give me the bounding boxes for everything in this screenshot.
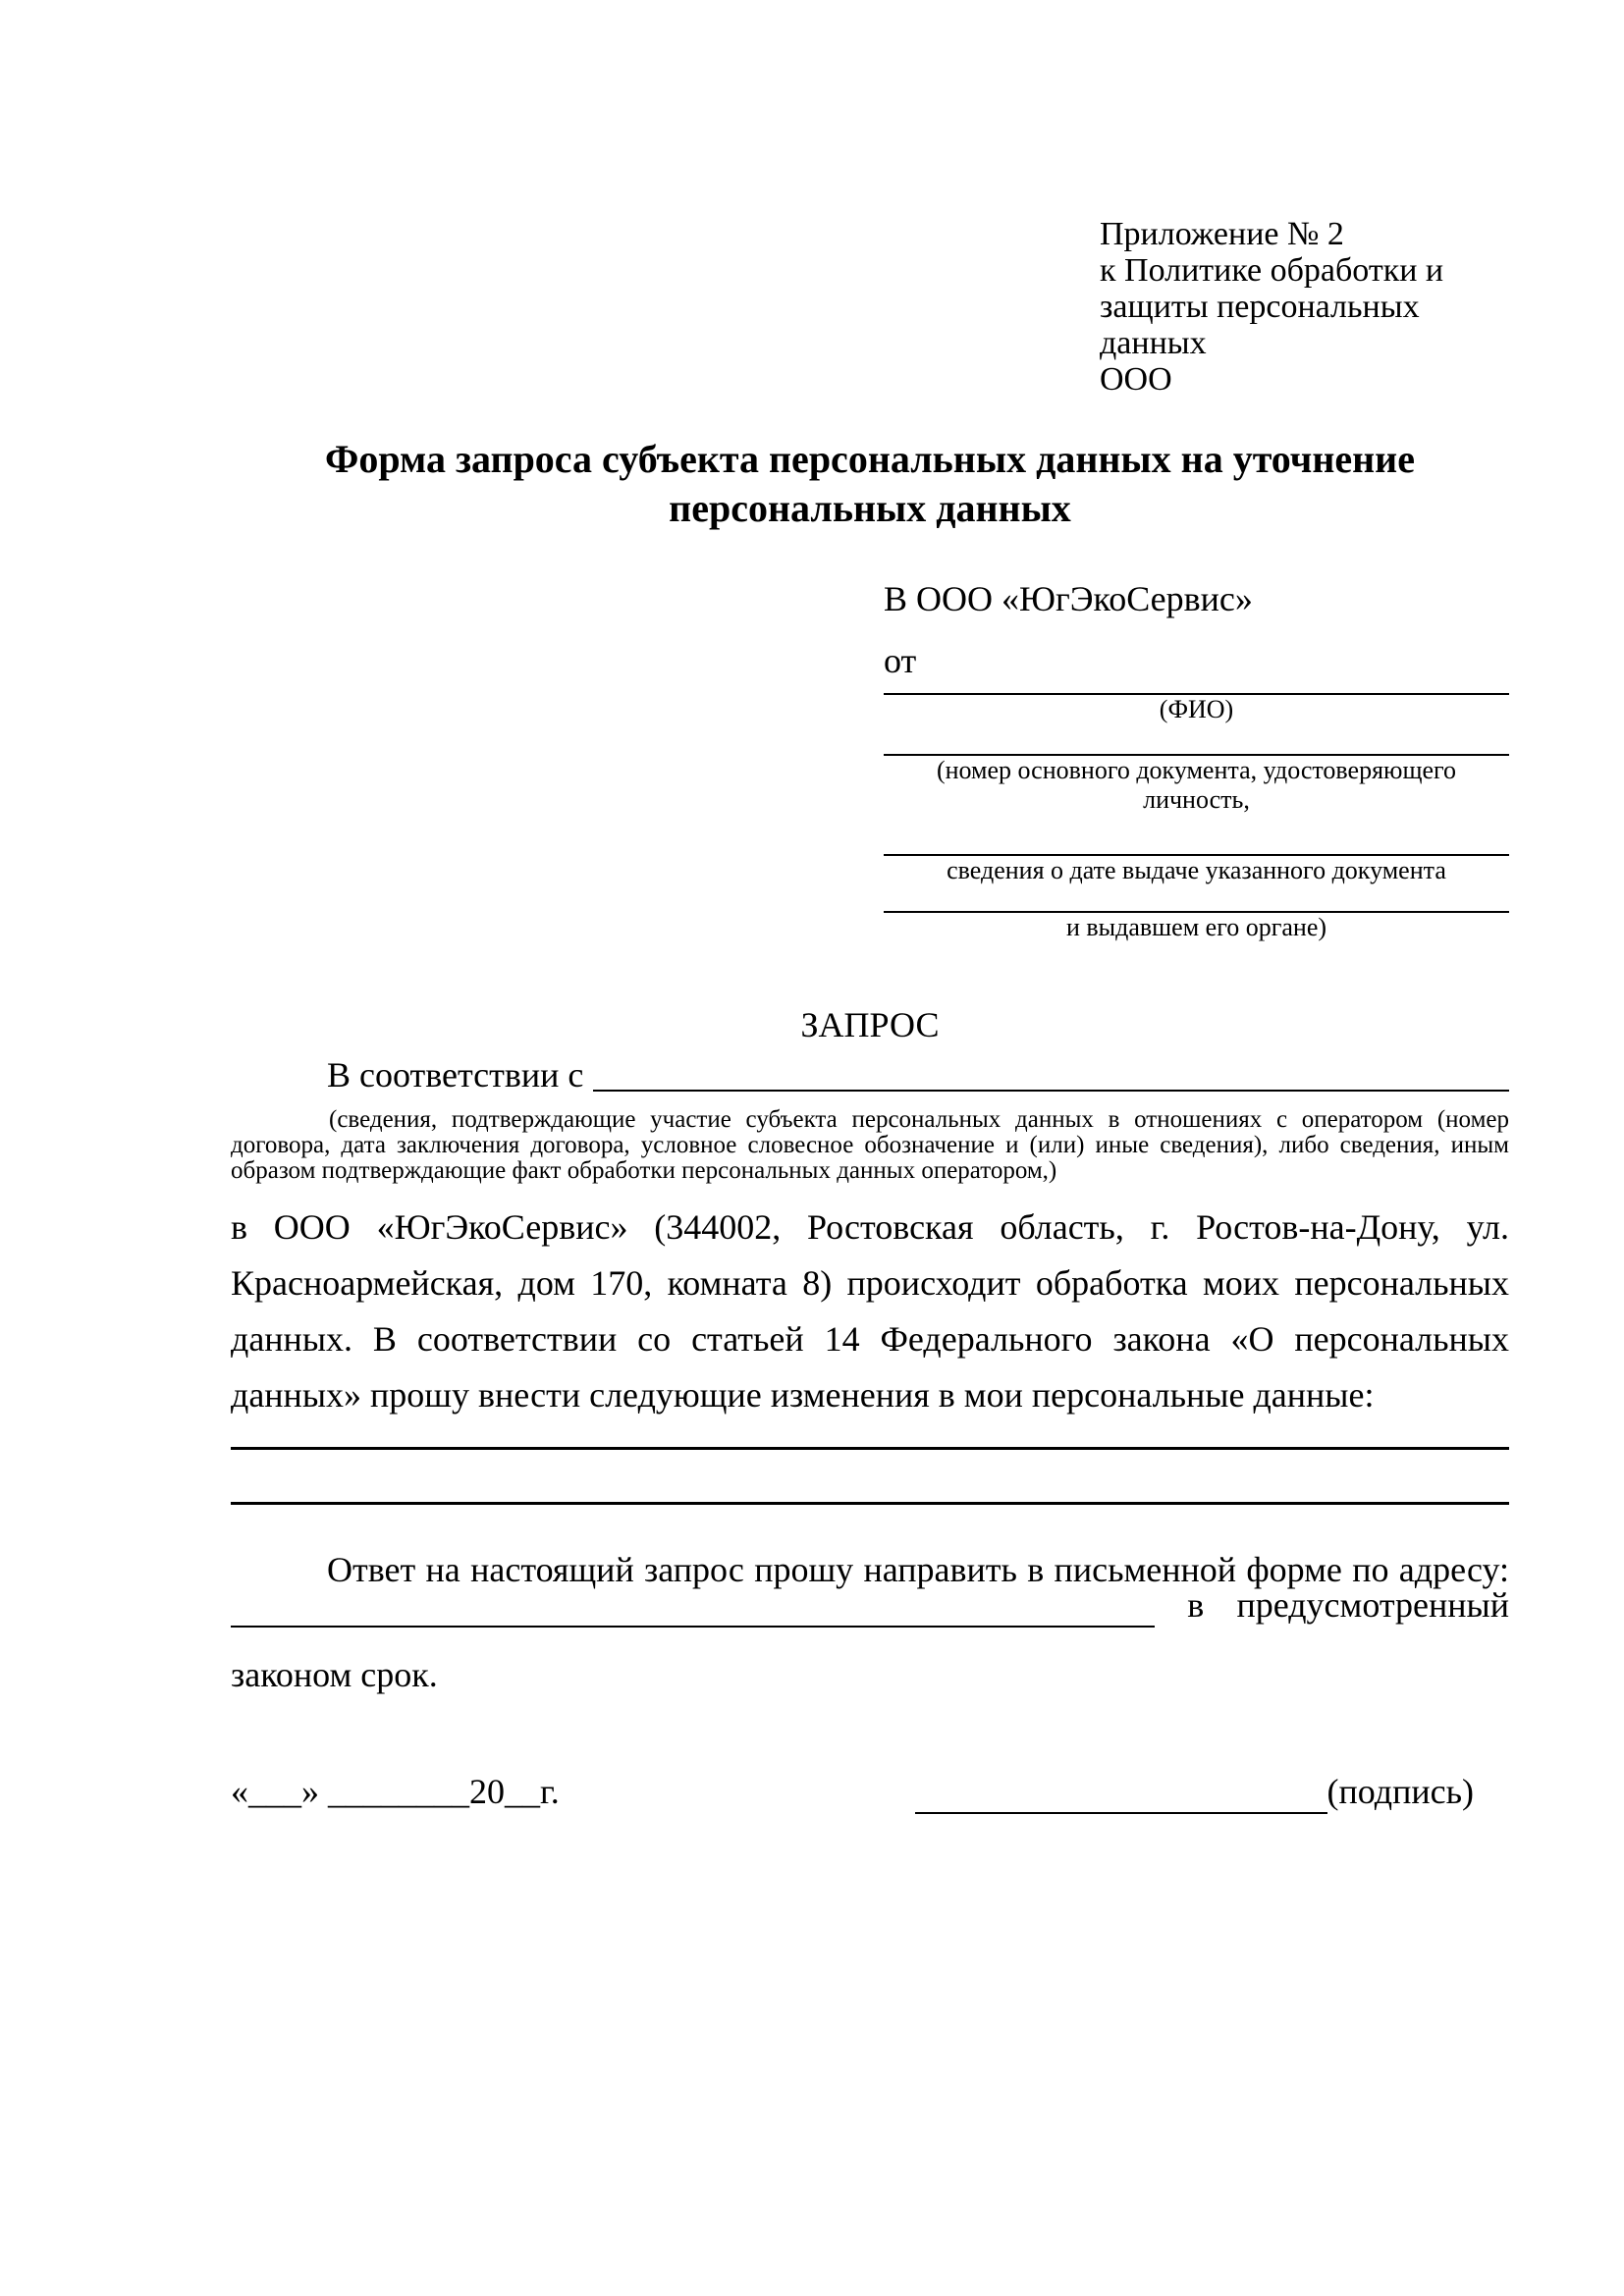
request-heading: ЗАПРОС <box>800 1005 940 1044</box>
reply-continuation-word: в <box>1187 1585 1205 1625</box>
fio-caption: (ФИО) <box>1159 695 1234 723</box>
annex-note <box>1100 216 1509 398</box>
issuing-authority-field-line <box>884 885 1509 913</box>
issue-date-caption: сведения о дате выдаче указанного документа <box>947 856 1446 884</box>
signature-field-line <box>915 1779 1327 1814</box>
id-document-field-line <box>884 724 1509 756</box>
changes-field-line-2 <box>231 1450 1509 1505</box>
fio-field-line <box>884 683 1509 695</box>
body-paragraph: в ООО «ЮгЭкоСервис» (344002, Ростовская область, г. Ростов-на-Дону, ул. Красноармейская, дом 170, комната 8) происходит обработка моих персональных данных. В соответствии со статьей 14 Федерального закона «О персональных данных» прошу внести следующие изменения в мои персональные данные: <box>231 1207 1509 1415</box>
reply-address-row <box>231 1585 1509 1628</box>
annex-line: Приложение № 2 <box>1100 216 1344 252</box>
page-title <box>231 435 1509 533</box>
closing-text: законом срок. <box>231 1655 438 1694</box>
page-title-line: Форма запроса субъекта персональных данных на уточнение <box>325 437 1415 481</box>
address-field-line <box>231 1598 1155 1628</box>
from-label: от <box>884 641 917 680</box>
annex-line: к Политике обработки и <box>1100 252 1444 289</box>
accordance-prefix: В соответствии с <box>327 1055 584 1095</box>
organization-name: В ООО «ЮгЭкоСервис» <box>884 579 1253 618</box>
reply-continuation-word: предусмотренный <box>1236 1585 1509 1625</box>
accordance-field-line <box>593 1090 1509 1092</box>
accordance-line <box>231 1053 1509 1097</box>
date-signature-row <box>231 1770 1509 1814</box>
id-document-caption: (номер основного документа, удостоверяющего личность, <box>936 756 1457 814</box>
issue-date-field-line <box>884 815 1509 856</box>
date-line: «___» ________20__г. <box>231 1772 560 1811</box>
recipient-block <box>884 577 1509 942</box>
annex-line: ООО <box>1100 361 1172 398</box>
reply-sentence: Ответ на настоящий запрос прошу направить в письменной форме по адресу: <box>327 1550 1509 1589</box>
footnote-text: (сведения, подтверждающие участие субъекта персональных данных в отношениях с оператором (номер договора, дата заключения договора, условное словесное обозначение и (или) иные сведения), либо сведения, иным образом подтверждающие факт обработки персональных данных оператором,) <box>231 1106 1509 1184</box>
signature-group <box>915 1770 1474 1814</box>
page-title-line: персональных данных <box>669 486 1071 530</box>
annex-line: защиты персональных данных <box>1100 289 1420 361</box>
signature-caption: (подпись) <box>1326 1772 1474 1811</box>
issuing-authority-caption: и выдавшем его органе) <box>1065 913 1327 941</box>
